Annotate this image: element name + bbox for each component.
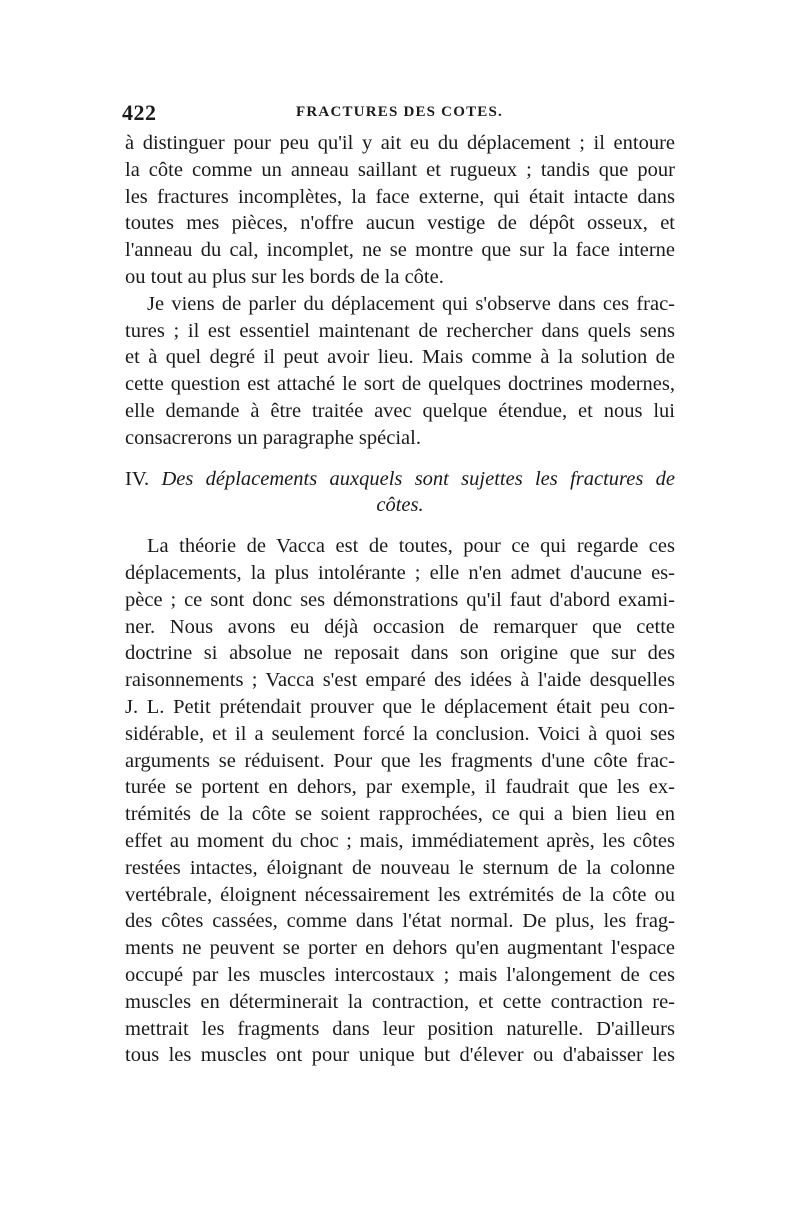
text-line: tous les muscles ont pour unique but d'élever ou d'abaisser les [125, 1044, 675, 1067]
text-line: raisonnements ; Vacca s'est emparé des idées à l'aide desquelles [125, 669, 675, 692]
text-line: trémités de la côte se soient rapprochées, ce qui a bien lieu en [125, 803, 675, 826]
page-header [122, 100, 677, 128]
text-line: l'anneau du cal, incomplet, ne se montre que sur la face interne [125, 239, 675, 262]
text-line: doctrine si absolue ne reposait dans son origine que sur des [125, 642, 675, 665]
text-line: sidérable, et il a seulement forcé la conclusion. Voici à quoi ses [125, 722, 675, 745]
text-line: ments ne peuvent se porter en dehors qu'en augmentant l'espace [125, 937, 675, 960]
text-line: La théorie de Vacca est de toutes, pour ce qui regarde ces [147, 535, 675, 558]
section-numeral: IV. [125, 467, 150, 490]
text-line: cette question est attaché le sort de quelques doctrines modernes, [125, 373, 675, 396]
paragraph-3 [125, 533, 675, 1069]
text-line: la côte comme un anneau saillant et rugueux ; tandis que pour [125, 158, 675, 181]
text-line: elle demande à être traitée avec quelque étendue, et nous lui [125, 399, 675, 422]
text-line: et à quel degré il peut avoir lieu. Mais comme à la solution de [125, 346, 675, 369]
text-line: les fractures incomplètes, la face externe, qui était intacte dans [125, 185, 675, 208]
text-line: ner. Nous avons eu déjà occasion de remarquer que cette [125, 615, 675, 638]
text-line: muscles en déterminerait la contraction, et cette contraction re- [125, 990, 675, 1013]
text-line: vertébrale, éloignent nécessairement les extrémités de la côte ou [125, 883, 675, 906]
text-line: pèce ; ce sont donc ses démonstrations qu'il faut d'abord exami- [125, 588, 675, 611]
text-line: J. L. Petit prétendait prouver que le déplacement était peu con- [125, 695, 675, 718]
paragraph-2 [125, 291, 675, 452]
text-line: des côtes cassées, comme dans l'état normal. De plus, les frag- [125, 910, 675, 933]
text-line: Je viens de parler du déplacement qui s'observe dans ces frac- [147, 292, 675, 315]
running-head: FRACTURES DES COTES. [296, 104, 503, 120]
text-line: restées intactes, éloignant de nouveau le sternum de la colonne [125, 856, 675, 879]
section-heading-line [125, 466, 675, 493]
section-title-part-2: côtes. [376, 494, 424, 517]
text-line: ou tout au plus sur les bords de la côte. [125, 265, 444, 288]
text-line: déplacements, la plus intolérante ; elle n'en admet d'aucune es- [125, 561, 675, 584]
text-line: occupé par les muscles intercostaux ; mais l'alongement de ces [125, 963, 675, 986]
text-line: consacrerons un paragraphe spécial. [125, 426, 421, 449]
text-line: à distinguer pour peu qu'il y ait eu du déplacement ; il entoure [125, 132, 675, 154]
body-text [125, 130, 675, 1069]
text-line: effet au moment du choc ; mais, immédiatement après, les côtes [125, 829, 675, 852]
paragraph-1 [125, 130, 675, 291]
page-number: 422 [122, 100, 157, 125]
text-line: arguments se réduisent. Pour que les fragments d'une côte frac- [125, 749, 675, 772]
section-title-part-1: Des déplacements auxquels sont sujettes les fractures de [161, 467, 675, 490]
text-line: tures ; il est essentiel maintenant de rechercher dans quels sens [125, 319, 675, 342]
section-heading [125, 466, 675, 520]
text-line: toutes mes pièces, n'offre aucun vestige de dépôt osseux, et [125, 212, 675, 235]
text-line: mettrait les fragments dans leur position naturelle. D'ailleurs [125, 1017, 675, 1040]
text-line: turée se portent en dehors, par exemple, il faudrait que les ex- [125, 776, 675, 799]
